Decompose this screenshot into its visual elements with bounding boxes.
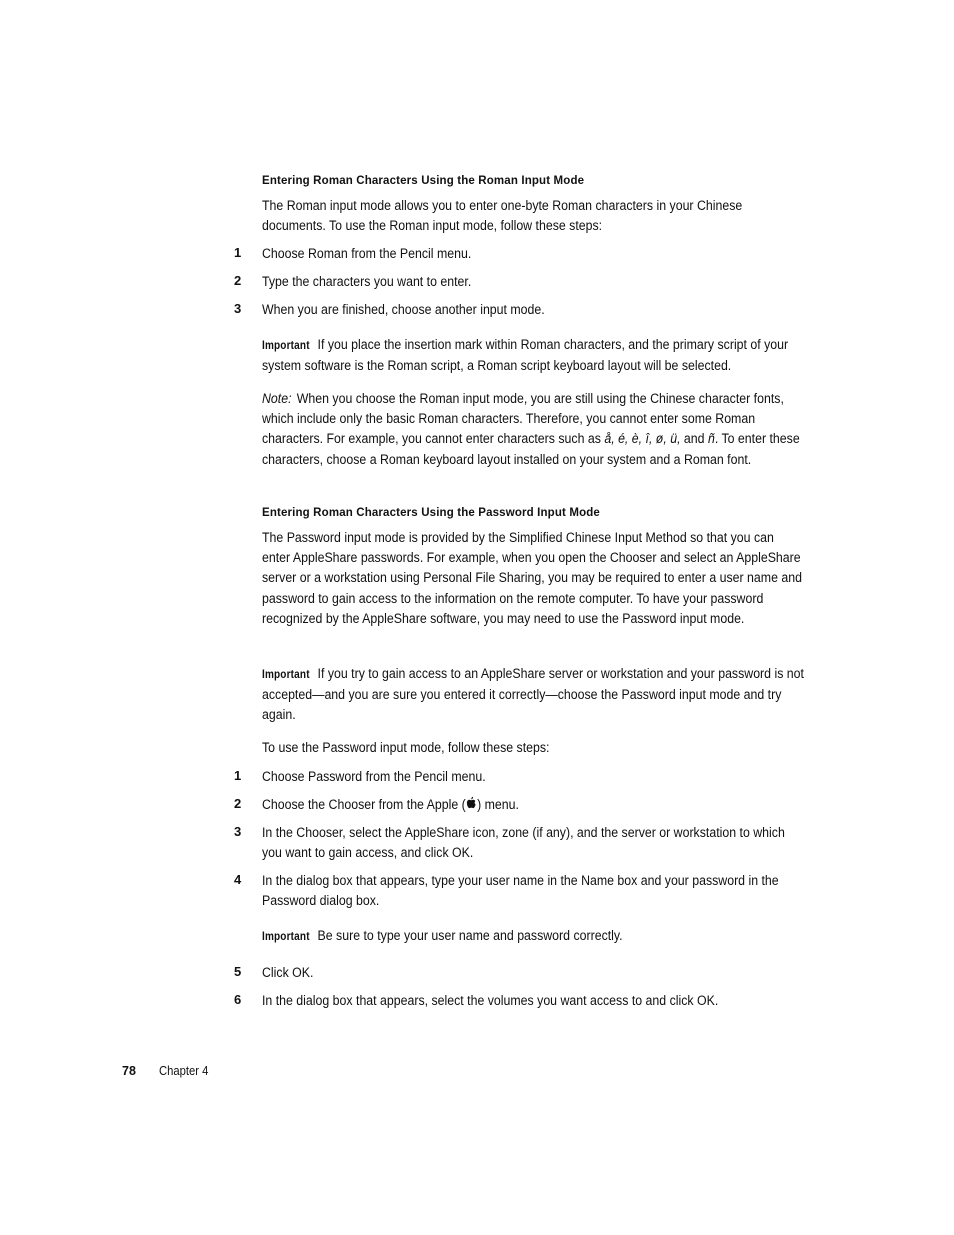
step-text: Click OK. <box>262 965 314 981</box>
step-text: When you are finished, choose another input mode. <box>262 302 545 318</box>
note-text-before: When you choose the Roman input mode, you are still using the Chinese character fonts, which include only the basic Roman characters. Therefore, you cannot enter some Roman characters. For example, you cannot enter characters such as <box>262 391 784 448</box>
important-label: Important <box>262 931 310 943</box>
note-label: Note: <box>262 391 292 407</box>
step-text: Type the characters you want to enter. <box>262 274 472 290</box>
step2-text-before: Choose the Chooser from the Apple ( <box>262 797 466 813</box>
chapter-label: Chapter 4 <box>159 1064 209 1078</box>
step-number: 1 <box>234 245 242 260</box>
step-text <box>262 795 804 816</box>
roman-intro-paragraph: The Roman input mode allows you to enter one-byte Roman characters in your Chinese documents. To use the Roman input mode, follow these steps: <box>262 198 743 235</box>
step-number: 5 <box>234 964 242 979</box>
note-char-last: ñ <box>707 431 715 448</box>
page-number: 78 <box>122 1064 136 1078</box>
note-paragraph <box>262 389 804 470</box>
step-text: In the dialog box that appears, select the volumes you want access to and click OK. <box>262 993 719 1009</box>
important-note-password <box>262 664 804 726</box>
important-note-credentials <box>262 926 804 947</box>
important-label: Important <box>262 340 310 352</box>
important-label: Important <box>262 669 310 681</box>
step-number: 3 <box>234 824 242 839</box>
note-text-and: and <box>680 431 708 448</box>
step-number: 6 <box>234 992 242 1007</box>
step-number: 4 <box>234 872 242 887</box>
password-steps-intro: To use the Password input mode, follow these steps: <box>262 740 550 756</box>
step-number: 2 <box>234 273 242 288</box>
important-text: If you try to gain access to an AppleShare server or workstation and your password is not accepted—and you are sure you entered it correctly—choose the Password input mode and try again. <box>262 666 804 724</box>
important-text: Be sure to type your user name and password correctly. <box>317 928 623 944</box>
note-special-chars: å, é, è, î, ø, ü, <box>604 431 681 448</box>
step-text: In the dialog box that appears, type your user name in the Name box and your password in the Password dialog box. <box>262 873 779 910</box>
step2-text-after: ) menu. <box>477 797 519 813</box>
step-text: Choose Password from the Pencil menu. <box>262 769 486 785</box>
step-text: In the Chooser, select the AppleShare icon, zone (if any), and the server or workstation to which you want to gain access, and click OK. <box>262 825 785 862</box>
step-number: 1 <box>234 768 242 783</box>
step-number: 2 <box>234 796 242 811</box>
section-heading-password: Entering Roman Characters Using the Password Input Mode <box>262 507 600 519</box>
step-number: 3 <box>234 301 242 316</box>
section-heading-roman: Entering Roman Characters Using the Roman Input Mode <box>262 175 585 187</box>
apple-icon <box>466 796 477 816</box>
step-text: Choose Roman from the Pencil menu. <box>262 246 472 262</box>
important-note-roman <box>262 335 804 376</box>
password-intro-paragraph: The Password input mode is provided by the Simplified Chinese Input Method so that you can enter AppleShare passwords. For example, when you open the Chooser and select an AppleShare server or a workstation using Personal File Sharing, you may be required to enter a user name and password to gain access to the information on the remote computer. To have your password recognized by the AppleShare software, you may need to use the Password input mode. <box>262 530 802 627</box>
important-text: If you place the insertion mark within Roman characters, and the primary script of your system software is the Roman script, a Roman script keyboard layout will be selected. <box>262 337 789 375</box>
note-text-after: . To enter these characters, choose a Roman keyboard layout installed on your system and a Roman font. <box>262 431 800 468</box>
